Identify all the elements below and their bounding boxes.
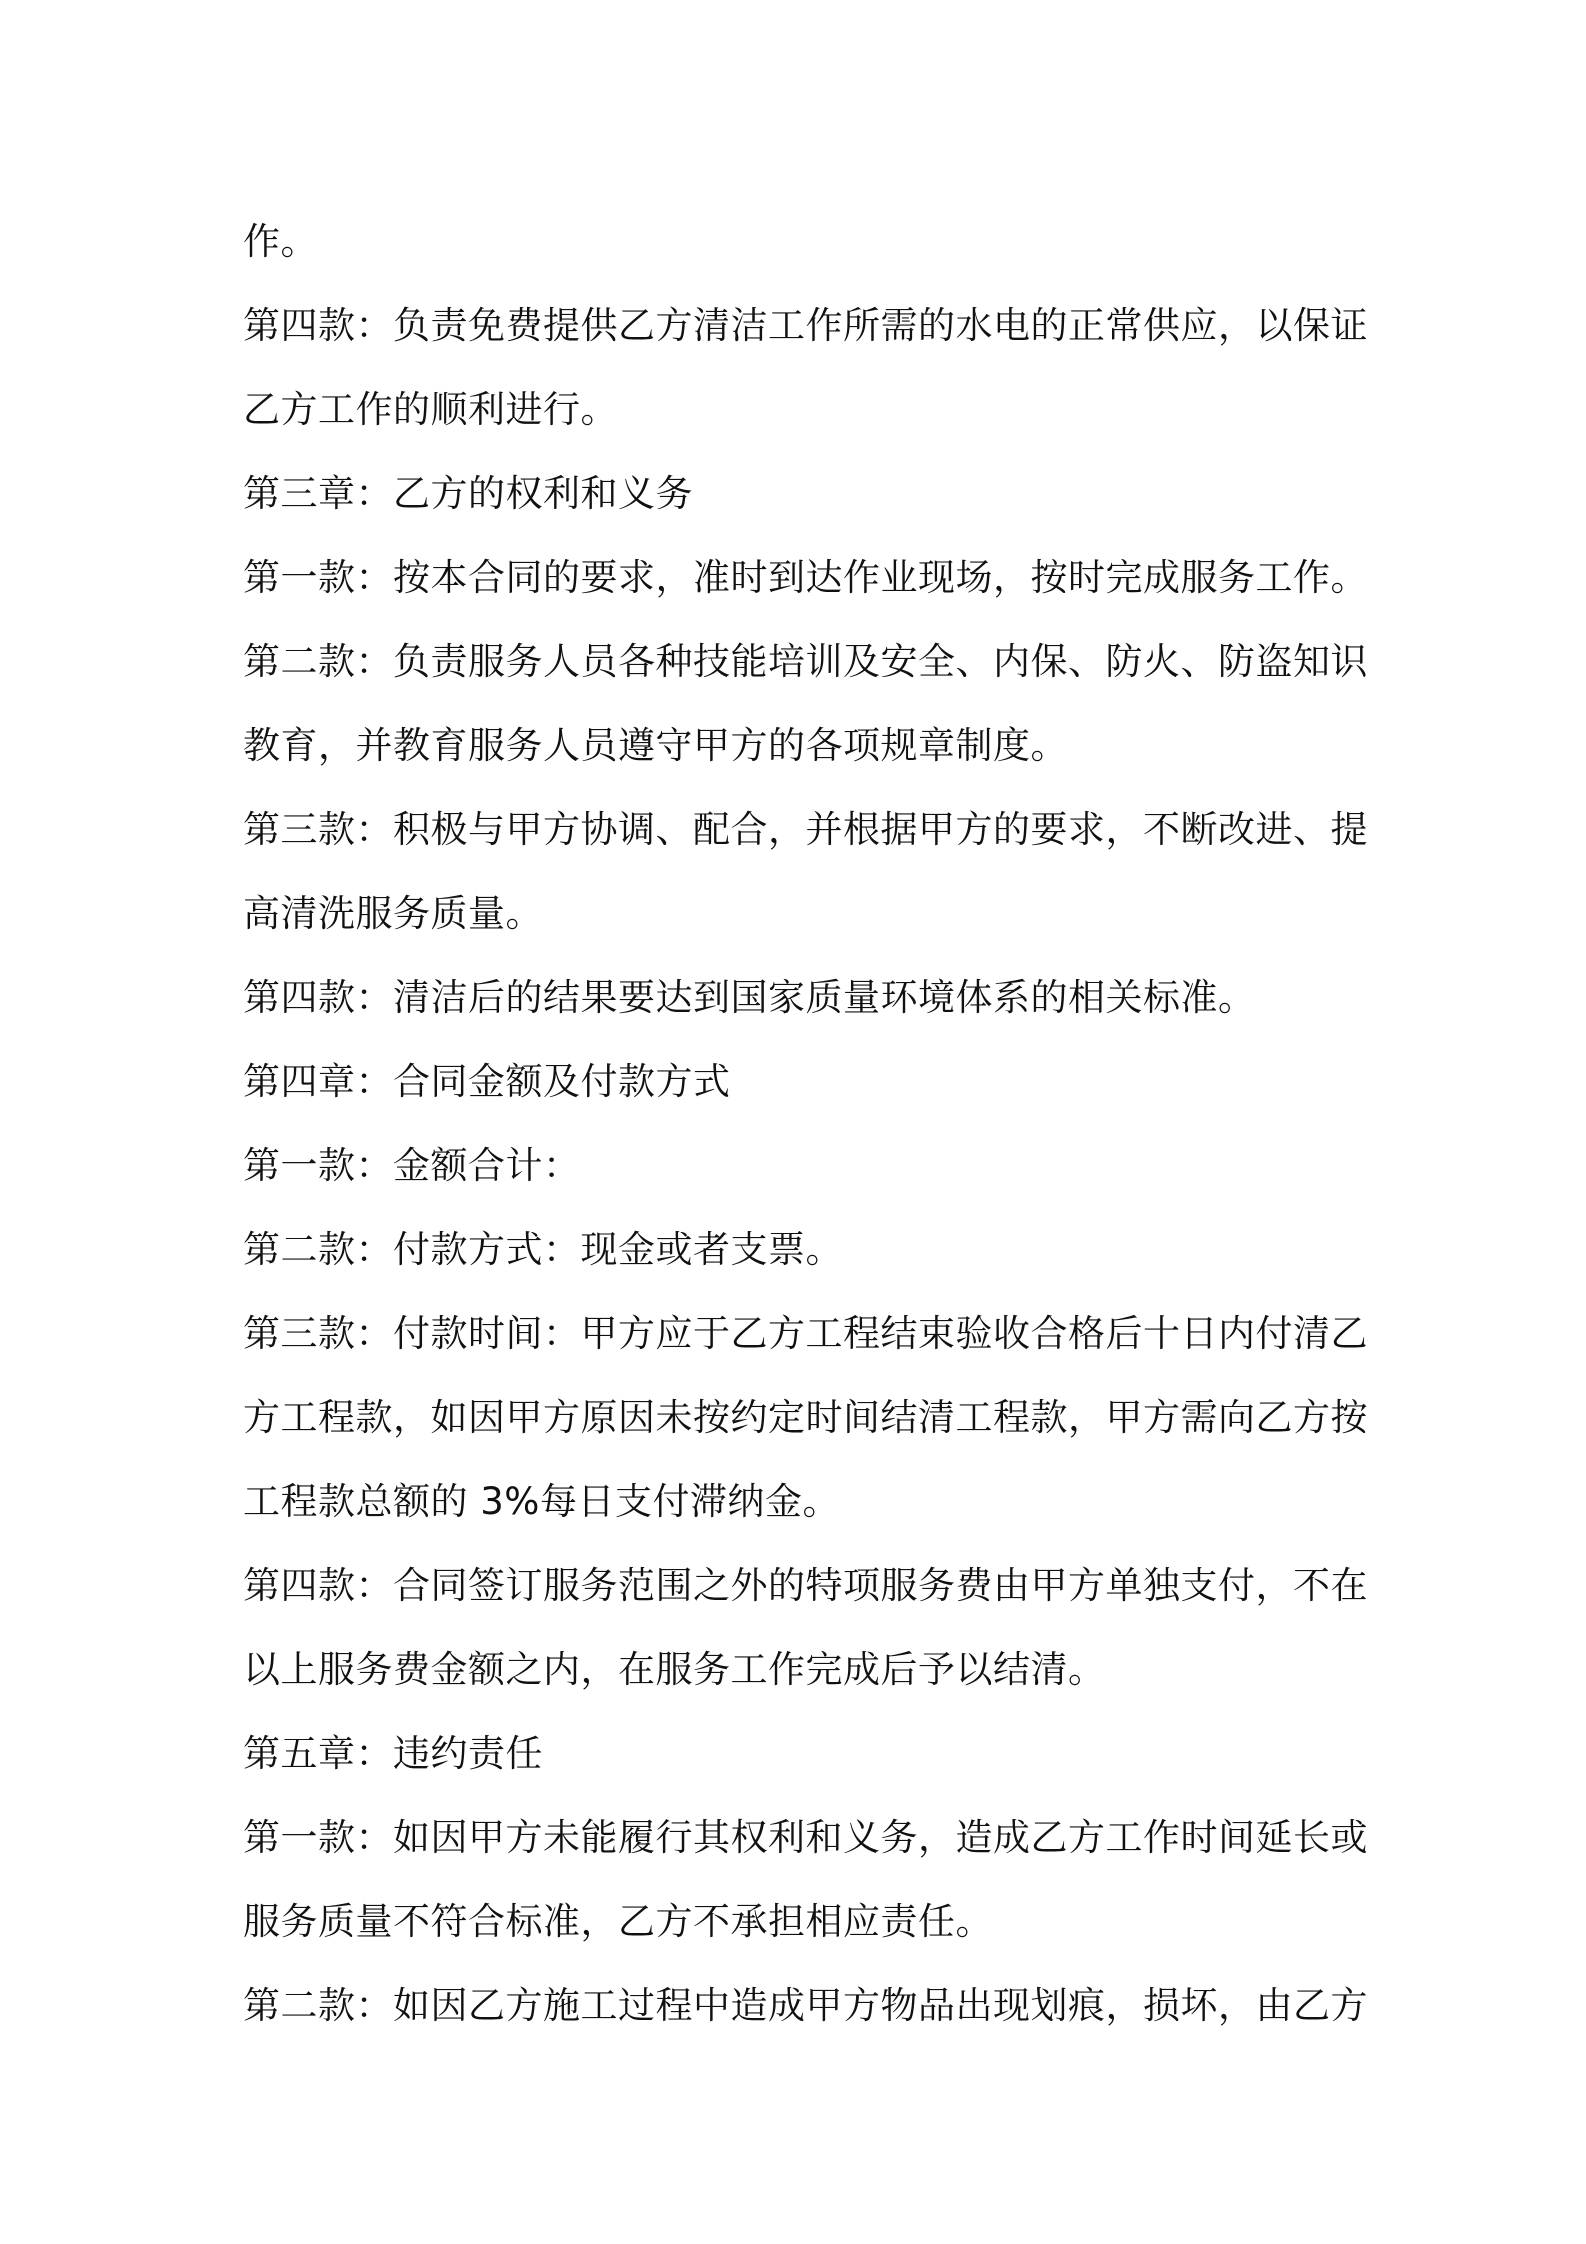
clause-line: 教育，并教育服务人员遵守甲方的各项规章制度。	[243, 724, 1068, 767]
clause-line: 第一款：如因甲方未能履行其权利和义务，造成乙方工作时间延长或	[243, 1816, 1368, 1859]
clause-line: 第二款：如因乙方施工过程中造成甲方物品出现划痕，损坏，由乙方	[243, 1984, 1368, 2027]
clause-line: 第三款：积极与甲方协调、配合，并根据甲方的要求，不断改进、提	[243, 808, 1368, 851]
chapter-heading: 第四章：合同金额及付款方式	[243, 1060, 731, 1103]
clause-line: 高清洗服务质量。	[243, 892, 543, 935]
clause-line: 第四款：合同签订服务范围之外的特项服务费由甲方单独支付，不在	[243, 1564, 1368, 1607]
clause-line: 第一款：按本合同的要求，准时到达作业现场，按时完成服务工作。	[243, 556, 1368, 599]
chapter-heading: 第三章：乙方的权利和义务	[243, 472, 693, 515]
clause-line: 乙方工作的顺利进行。	[243, 388, 618, 431]
clause-line: 第二款：负责服务人员各种技能培训及安全、内保、防火、防盗知识	[243, 640, 1368, 683]
clause-line: 第四款：清洁后的结果要达到国家质量环境体系的相关标准。	[243, 976, 1256, 1019]
clause-line: 工程款总额的 3%每日支付滞纳金。	[243, 1480, 840, 1523]
clause-line: 第一款：金额合计：	[243, 1144, 581, 1187]
clause-line: 第三款：付款时间：甲方应于乙方工程结束验收合格后十日内付清乙	[243, 1312, 1368, 1355]
clause-line: 服务质量不符合标准，乙方不承担相应责任。	[243, 1900, 993, 1943]
clause-line: 方工程款，如因甲方原因未按约定时间结清工程款，甲方需向乙方按	[243, 1396, 1368, 1439]
clause-line: 第四款：负责免费提供乙方清洁工作所需的水电的正常供应，以保证	[243, 304, 1368, 347]
document-body	[243, 200, 1368, 2048]
clause-line: 以上服务费金额之内，在服务工作完成后予以结清。	[243, 1648, 1106, 1691]
text-line: 作。	[243, 220, 318, 263]
clause-line: 第二款：付款方式：现金或者支票。	[243, 1228, 843, 1271]
chapter-heading: 第五章：违约责任	[243, 1732, 543, 1775]
